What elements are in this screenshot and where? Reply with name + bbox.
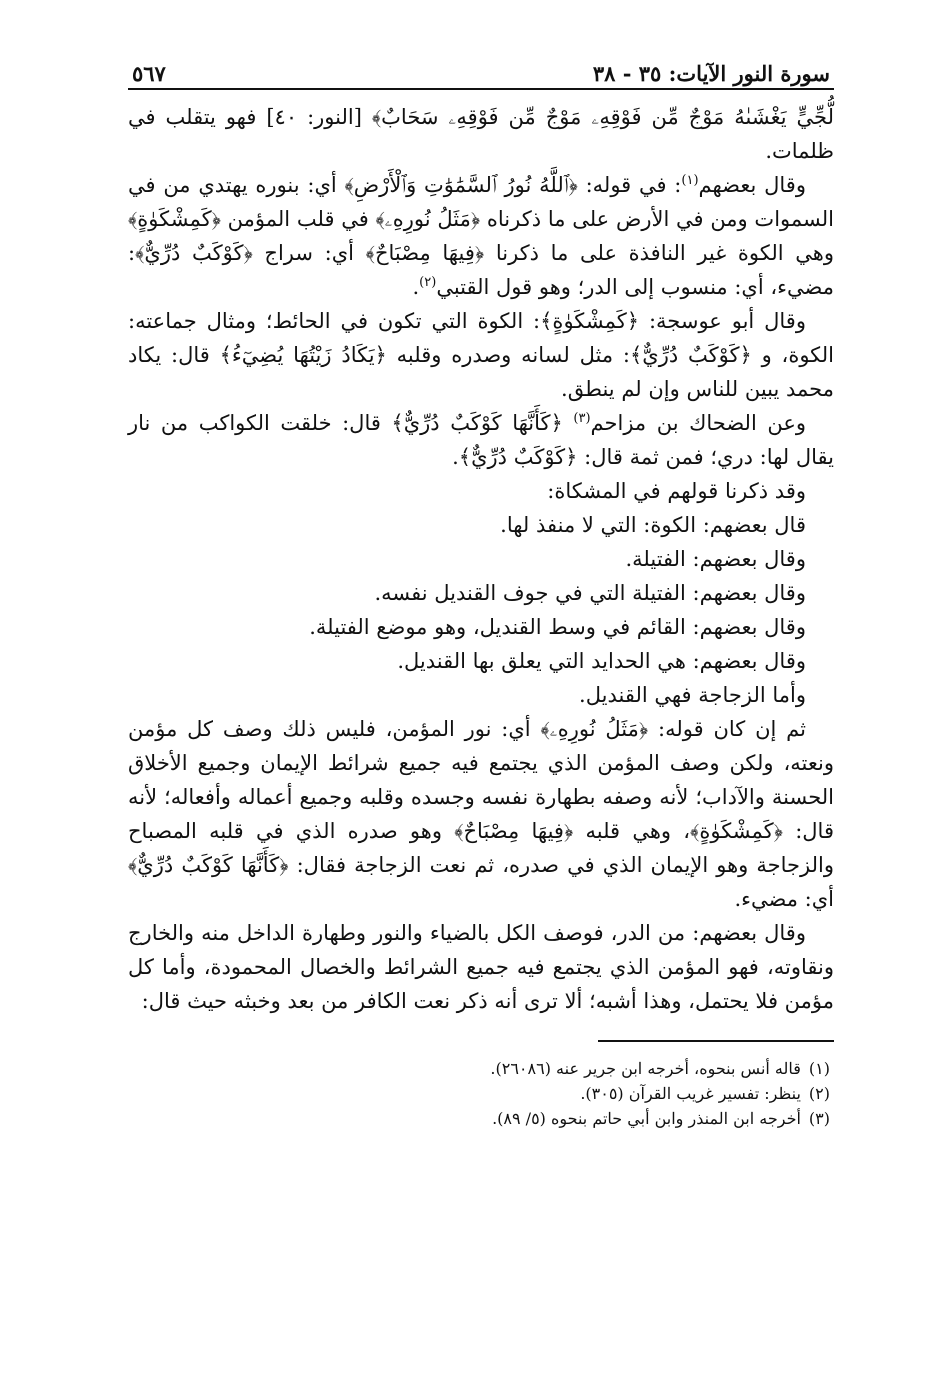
paragraph-12: ثم إن كان قوله: ﴿مَثَلُ نُورِهِۦ﴾ أي: نور المؤمن، فليس ذلك وصف كل مؤمن ونعته، ولكن وصف المؤمن الذي يجتمع فيه جميع شرائط الإيمان وجميع الأخلاق الحسنة والآداب؛ لأنه وصفه بطهارة نفسه وجسده وقلبه وجميع أعماله وأفعاله؛ لأنه قال: ﴿كَمِشْكَوٰةٍ﴾، وهي قلبه ﴿فِيهَا مِصْبَاحٌ﴾ وهو صدره الذي في قلبه المصباح والزجاجة وهو الإيمان الذي في صدره، ثم نعت الزجاجة فقال: ﴿كَأَنَّهَا كَوْكَبٌ دُرِّيٌّ﴾ أي: مضيء.	[128, 717, 835, 911]
header-divider	[128, 88, 834, 90]
footnote-1	[128, 1056, 830, 1081]
paragraph-8: وقال بعضهم: الفتيلة التي في جوف القنديل نفسه.	[374, 581, 806, 605]
running-title: سورة النور الآيات: ٣٥ - ٣٨	[592, 61, 830, 86]
page-number: ٥٦٧	[132, 61, 166, 86]
footnote-number: (١)	[808, 1059, 830, 1078]
paragraph-2-start: وقال بعضهم	[698, 173, 806, 197]
paragraph-3: وقال أبو عوسجة: ﴿كَمِشْكَوٰةٍ﴾: الكوة التي تكون في الحائط؛ ومثال جماعته: الكوة، و ﴿كَوْكَبٌ دُرِّيٌّ﴾: مثل لسانه وصدره وقلبه ﴿يَكَادُ زَيْتُهَا يُضِيٓءُ﴾ قال: يكاد محمد يبين للناس وإن لم ينطق.	[128, 309, 834, 401]
footnote-number: (٣)	[808, 1109, 830, 1128]
paragraph-11: وأما الزجاجة فهي القنديل.	[579, 683, 806, 707]
footnote-number: (٢)	[808, 1084, 830, 1103]
footnote-ref-2[interactable]: (٢)	[419, 275, 437, 290]
footnote-ref-1[interactable]: (١)	[681, 173, 699, 188]
paragraph-9: وقال بعضهم: القائم في وسط القنديل، وهو موضع الفتيلة.	[309, 615, 806, 639]
paragraph-4	[128, 406, 834, 474]
paragraph-1: لُّجِّيٍّ يَغْشَىٰهُ مَوْجٌ مِّن فَوْقِهِۦ مَوْجٌ مِّن فَوْقِهِۦ سَحَابٌ﴾ [النور: ٤٠] فهو يتقلب في ظلمات.	[128, 105, 834, 163]
footnote-2	[128, 1081, 830, 1106]
paragraph-4-start: وعن الضحاك بن مزاحم	[590, 411, 806, 435]
footnote-text: ينظر: تفسير غريب القرآن (٣٠٥).	[580, 1084, 801, 1103]
paragraph-2-middle: : في قوله: ﴿ٱللَّهُ نُورُ ٱلسَّمَٰوَٰتِ وَٱلْأَرْضِ﴾ أي: بنوره يهتدي من في السموات ومن في الأرض على ما ذكرناه ﴿مَثَلُ نُورِهِۦ﴾ في قلب المؤمن ﴿كَمِشْكَوٰةٍ﴾ وهي الكوة غير النافذة على ما ذكرنا ﴿فِيهَا مِصْبَاحٌ﴾ أي: سراج ﴿كَوْكَبٌ دُرِّيٌّ﴾: مضيء، أي: منسوب إلى الدر؛ وهو قول القتبي	[128, 173, 834, 299]
book-page	[128, 48, 834, 1348]
paragraph-5: وقد ذكرنا قولهم في المشكاة:	[547, 479, 806, 503]
footnote-divider-wrap	[128, 1018, 834, 1042]
paragraph-13: وقال بعضهم: من الدر، فوصف الكل بالضياء والنور وطهارة الداخل منه والخارج ونقاوته، فهو المؤمن الذي يجتمع فيه جميع الشرائط والخصال المحمودة، وأما كل مؤمن فلا يحتمل، وهذا أشبه؛ ألا ترى أنه ذكر نعت الكافر من بعد وخبثه حيث قال:	[128, 921, 834, 1013]
paragraph-10: وقال بعضهم: هي الحدايد التي يعلق بها القنديل.	[397, 649, 806, 673]
body-text	[128, 100, 834, 1018]
page-header	[128, 48, 834, 86]
footnote-divider	[598, 1040, 834, 1042]
footnote-text: أخرجه ابن المنذر وابن أبي حاتم بنحوه (٥/ ٨٩).	[492, 1109, 801, 1128]
paragraph-2	[128, 168, 834, 304]
footnotes	[128, 1056, 834, 1131]
paragraph-7: وقال بعضهم: الفتيلة.	[625, 547, 806, 571]
paragraph-4-end: ﴿كَأَنَّهَا كَوْكَبٌ دُرِّيٌّ﴾ قال: خلقت الكواكب من نار يقال لها: دري؛ فمن ثمة قال: ﴿كَوْكَبٌ دُرِّيٌّ﴾.	[128, 411, 834, 469]
paragraph-2-end: .	[412, 275, 420, 299]
footnote-3	[128, 1106, 830, 1131]
footnote-ref-3[interactable]: (٣)	[573, 411, 591, 426]
paragraph-6: قال بعضهم: الكوة: التي لا منفذ لها.	[500, 513, 806, 537]
footnote-text: قاله أنس بنحوه، أخرجه ابن جرير عنه (٢٦٠٨٦).	[490, 1059, 801, 1078]
